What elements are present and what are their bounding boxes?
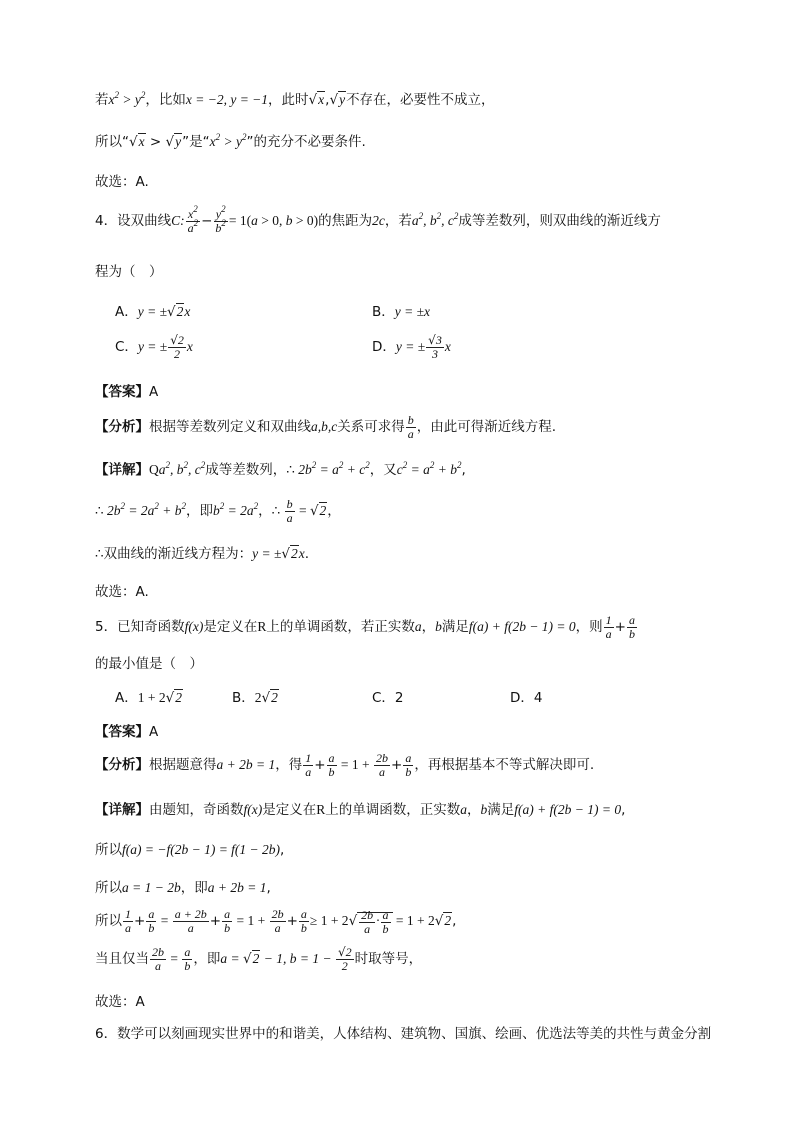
detail-4: 【详解】Qa$^2$, $b^2$, $c^2$成等差数列，∴ $2b^2 = a^2 + c^2$，又$c^2 = a^2 + b^2$, xyxy=(95,460,466,478)
option-d: D．y = ± $\frac{√3}{3}$ x xyxy=(372,333,451,361)
detail-5: 【详解】由题知，奇函数f(x)是定义在R上的单调函数，正实数a，b满足f(a) + f(2b − 1) = 0, xyxy=(95,802,626,818)
question-5-cont: 的最小值是（ ） xyxy=(95,656,203,672)
choose-answer: 故选：A. xyxy=(95,174,149,190)
answer-4: 【答案】A xyxy=(95,384,159,400)
option-a: A．1 + 2√2 xyxy=(115,690,182,706)
analysis-4: 【分析】根据等差数列定义和双曲线a,b,c关系可求得 $\frac{b}{a}$ ，由此可得渐近线方程. xyxy=(95,413,557,441)
option-a: A．y = ±√2x xyxy=(115,304,191,320)
question-4: 4．设双曲线C: $\frac{x^2}{a^2}$ − $\frac{y^2}{b^2}$ = 1(a > 0, b > 0)的焦距为2c，若$a^2$, $b^2$, $c^2$成等差数列，则双曲线的渐近线方 xyxy=(95,204,661,235)
detail-5-step1: 所以f(a) = −f(2b − 1) = f(1 − 2b), xyxy=(95,842,285,858)
option-c: C．2 xyxy=(372,690,404,706)
option-d: D．4 xyxy=(510,690,543,706)
detail-5-step3: 所以 $\frac{1}{a}$ + $\frac{a}{b}$ = $\frac{a + 2b}{a}$ + $\frac{a}{b}$ = 1 + $\frac{2b}{a}$ + $\frac{a}{b}$ ≥ 1 + 2√ $\frac{2b}{a}$ · $\frac{a}{b}$ = 1 + 2√2, xyxy=(95,907,457,936)
detail-4-result: ∴双曲线的渐近线方程为：y = ±√2x. xyxy=(95,546,310,562)
question-4-cont: 程为（ ） xyxy=(95,264,163,280)
detail-5-equality: 当且仅当 $\frac{2b}{a}$ = $\frac{a}{b}$ ，即a = √2 − 1, b = 1 − $\frac{√2}{2}$ 时取等号， xyxy=(95,945,423,973)
solution-line: 若$x^2 > y^2$，比如x = −2, y = −1，此时√x,√y不存在，必要性不成立， xyxy=(95,90,495,108)
answer-5: 【答案】A xyxy=(95,724,159,740)
question-5: 5．已知奇函数f(x)是定义在R上的单调函数，若正实数a，b满足f(a) + f(2b − 1) = 0，则 $\frac{1}{a}$ + $\frac{a}{b}$ xyxy=(95,613,635,641)
solution-line: 所以“√x > √y”是“$x^2 > y^2$”的充分不必要条件. xyxy=(95,132,366,150)
detail-4-step: ∴ $2b^2 = 2a^2 + b^2$，即$b^2 = 2a^2$，∴ $\frac{b}{a}$ = √2， xyxy=(95,497,341,525)
question-6: 6．数学可以刻画现实世界中的和谐美，人体结构、建筑物、国旗、绘画、优选法等美的共性与黄金分割 xyxy=(95,1026,712,1042)
detail-5-step2: 所以a = 1 − 2b，即a + 2b = 1, xyxy=(95,880,271,896)
option-c: C．y = ± $\frac{√2}{2}$ x xyxy=(115,333,193,361)
analysis-5: 【分析】根据题意得a + 2b = 1，得 $\frac{1}{a}$ + $\frac{a}{b}$ = 1 + $\frac{2b}{a}$ + $\frac{a}{b}$ ，再根据基本不等式解决即可. xyxy=(95,751,595,779)
choose-answer-4: 故选：A. xyxy=(95,584,149,600)
choose-answer-5: 故选：A xyxy=(95,994,145,1010)
option-b: B．y = ±x xyxy=(372,304,431,320)
option-b: B．2√2 xyxy=(232,690,278,706)
